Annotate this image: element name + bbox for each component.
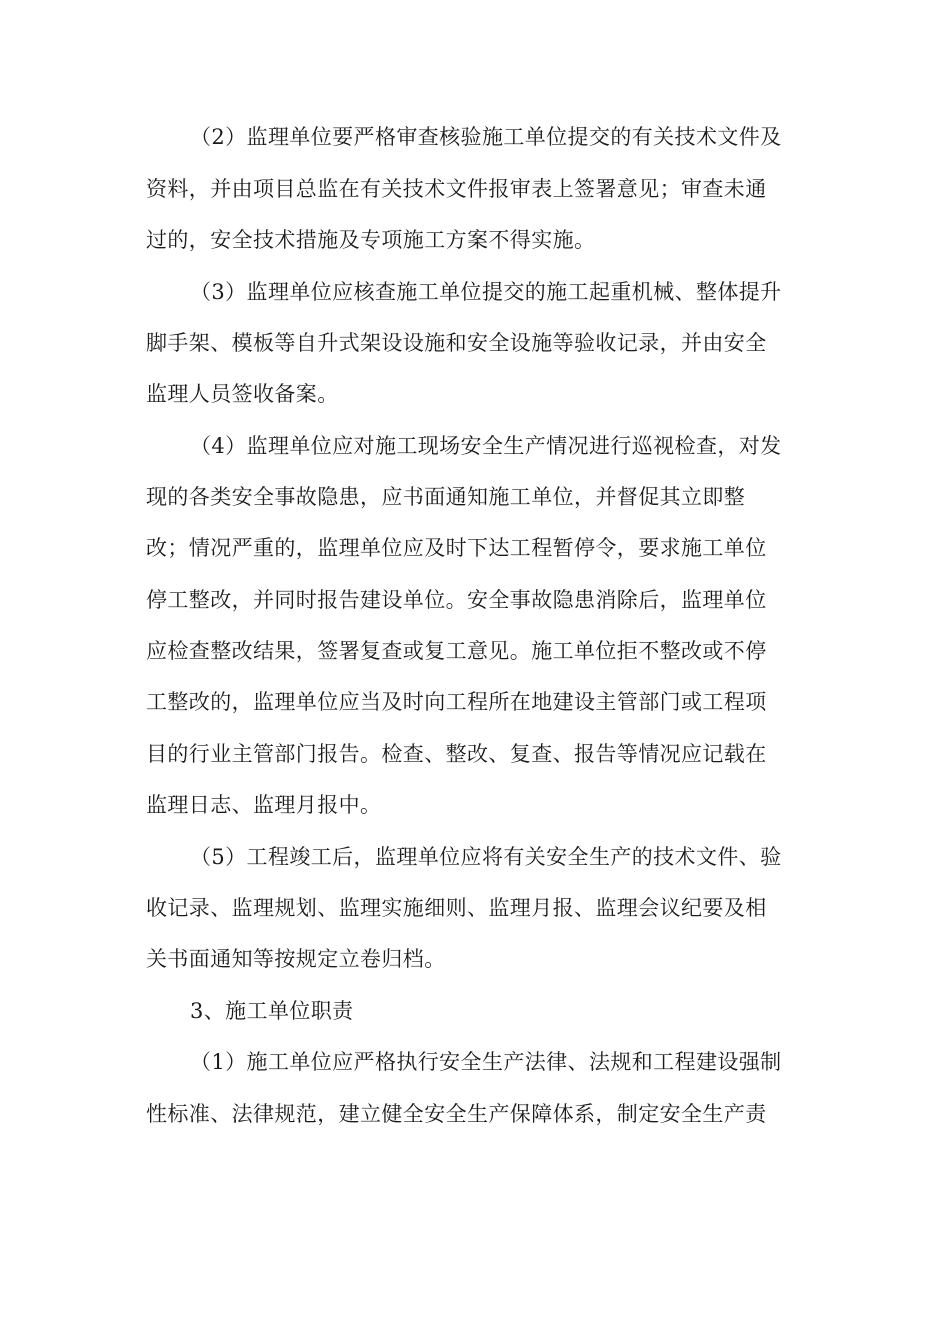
paragraph-4-line-7: 目的行业主管部门报告。检查、整改、复查、报告等情况应记载在 [146, 742, 767, 766]
paragraph-5-line-1: （5）工程竣工后，监理单位应将有关安全生产的技术文件、验 [190, 845, 782, 869]
paragraph-3-line-1: （3）监理单位应核查施工单位提交的施工起重机械、整体提升 [190, 280, 782, 304]
paragraph-4-line-4: 停工整改，并同时报告建设单位。安全事故隐患消除后，监理单位 [146, 588, 767, 612]
paragraph-4-line-8: 监理日志、监理月报中。 [146, 793, 382, 817]
section-heading: 3、施工单位职责 [190, 999, 354, 1023]
paragraph-4-line-1: （4）监理单位应对施工现场安全生产情况进行巡视检查，对发 [190, 434, 782, 458]
paragraph-4-line-2: 现的各类安全事故隐患，应书面通知施工单位，并督促其立即整 [146, 485, 746, 509]
paragraph-3-line-3: 监理人员签收备案。 [146, 382, 339, 406]
paragraph-4-line-5: 应检查整改结果，签署复查或复工意见。施工单位拒不整改或不停 [146, 639, 767, 663]
paragraph-4-line-6: 工整改的，监理单位应当及时向工程所在地建设主管部门或工程项 [146, 690, 767, 714]
paragraph-6-line-1: （1）施工单位应严格执行安全生产法律、法规和工程建设强制 [190, 1050, 782, 1074]
paragraph-2-line-3: 过的，安全技术措施及专项施工方案不得实施。 [146, 228, 596, 252]
paragraph-6-line-2: 性标准、法律规范，建立健全安全生产保障体系，制定安全生产责 [146, 1102, 767, 1126]
paragraph-2-line-1: （2）监理单位要严格审查核验施工单位提交的有关技术文件及 [190, 125, 782, 149]
paragraph-2-line-2: 资料，并由项目总监在有关技术文件报审表上签署意见；审查未通 [146, 177, 767, 201]
paragraph-3-line-2: 脚手架、模板等自升式架设设施和安全设施等验收记录，并由安全 [146, 331, 767, 355]
paragraph-5-line-3: 关书面通知等按规定立卷归档。 [146, 947, 446, 971]
paragraph-5-line-2: 收记录、监理规划、监理实施细则、监理月报、监理会议纪要及相 [146, 896, 767, 920]
paragraph-4-line-3: 改；情况严重的，监理单位应及时下达工程暂停令，要求施工单位 [146, 536, 767, 560]
